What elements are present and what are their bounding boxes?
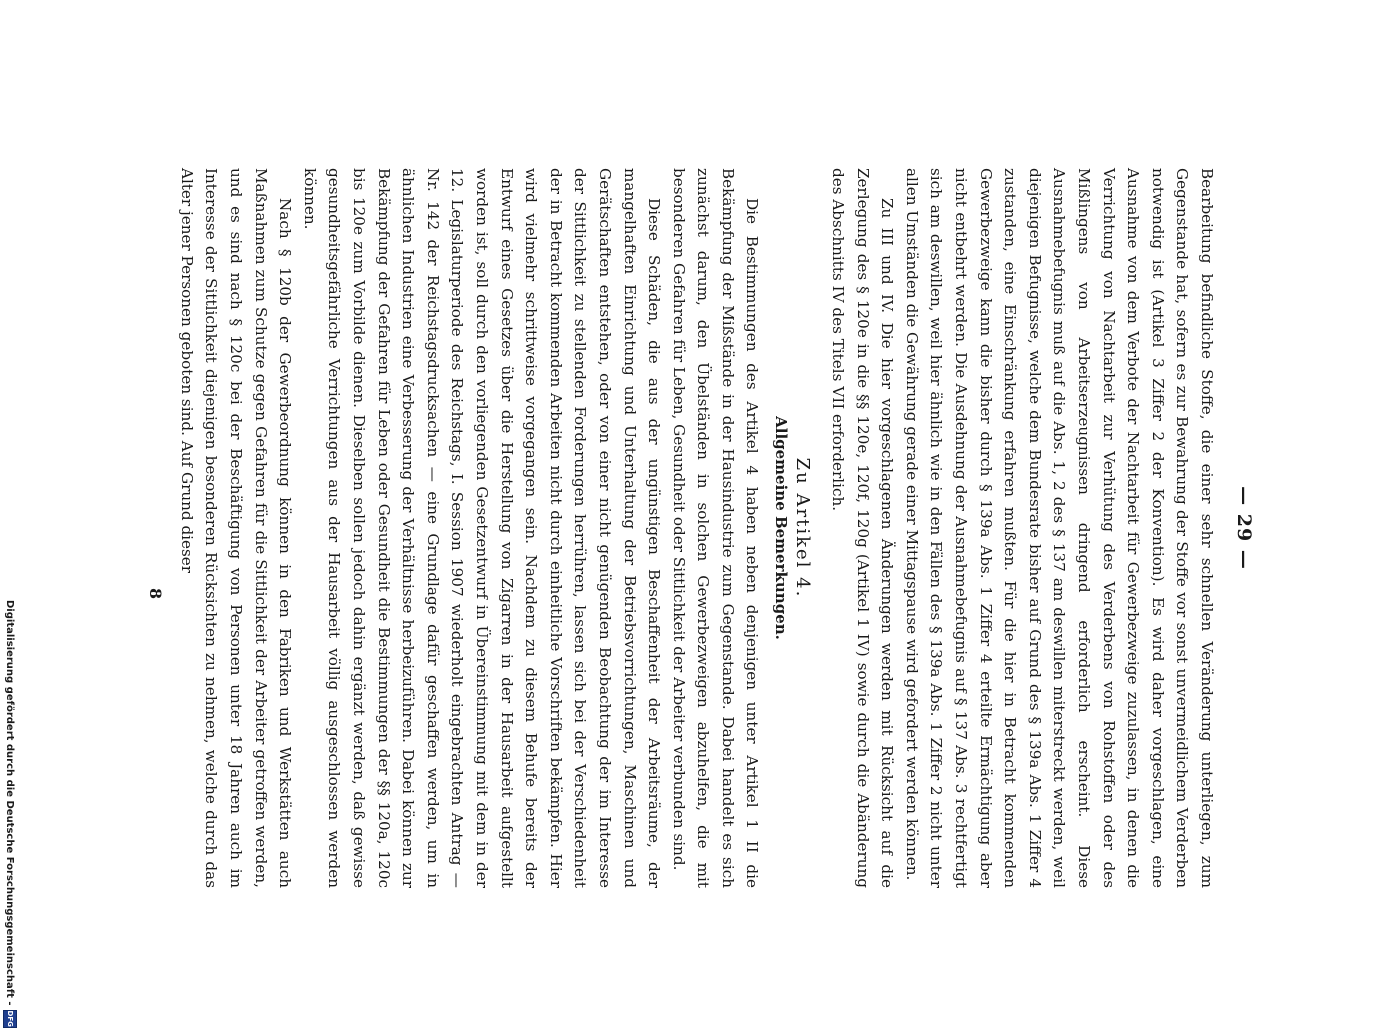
paragraph: Bearbeitung befindliche Stoffe, die einer sehr schnellen Veränderung unterliegen, zum Gegenstande hat, sofern es zur Bewahrung der Stoffe vor sonst unvermeidlichem Verderben notwendig ist (Artikel 3 Ziffer 2 der Konvention). Es wird daher vorgeschlagen, eine Ausnahme von dem Verbote der Nachtarbeit für Gewerbezweige zuzulassen, in denen die Verrichtung von Nachtarbeit zur Verhütung des Verderbens von Rohstoffen oder des Mißlingens von Arbeitserzeugnissen dringend erforderlich erscheint. Diese Ausnahmebefugnis muß auf die Abs. 1, 2 des § 137 am deswillen miterstreckt werden, weil diejenigen Befugnisse, welche dem Bundesrate bisher auf Grund des § 139a Abs. 1 Ziffer 4 zustanden, eine Einschränkung erfahren mußten. Für die hier in Betracht kommenden Gewerbezweige kann die bisher durch § 139a Abs. 1 Ziffer 4 erteilte Ermächtigung aber nicht entbehrt werden. Die Ausdehnung der Ausnahmebefugnis auf § 137 Abs. 3 rechtfertigt sich am deswillen, weil hier ähnlich wie in den Fällen des § 139a Abs. 1 Ziffer 2 nicht unter allen Umständen die Gewährung gerade einer Mittagspause wird gefordert werden können. [902, 168, 1216, 888]
document-page [145, 168, 1255, 888]
section-subtitle: Allgemeine Bemerkungen. [772, 416, 791, 640]
caption-text: Digitalisierung gefördert durch die Deutsche Forschungsgemeinschaft - [4, 600, 16, 1006]
paragraph: Nach § 120b der Gewerbeordnung können in den Fabriken und Werkstätten auch Maßnahmen zum Schutze gegen Gefahren für die Sittlichkeit der Arbeiter getroffen werden, und es sind nach § 120c bei der Beschäftigung von Personen unter 18 Jahren auch im Interesse der Sittlichkeit diejenigen besonderen Rücksichten zu nehmen, welche durch das Alter jener Personen geboten sind. Auf Grund dieser [177, 168, 295, 888]
paragraph: Zu III und IV. Die hier vorgeschlagenen Änderungen werden mit Rücksicht auf die Zerlegung des § 120e in die §§ 120e, 120f, 120g (Artikel 1 IV) sowie durch die Abänderung des Abschnitts IV des Titels VII erforderlich. [829, 168, 897, 888]
section-title: Zu Artikel 4. [792, 457, 814, 599]
dfg-logo-icon: DFG [3, 1010, 17, 1028]
paragraph: Diese Schäden, die aus der ungünstigen Beschaffenheit der Arbeitsräume, der mangelhaften Einrichtung und Unterhaltung der Betriebsvorrichtungen, Maschinen und Gerätschaften entstehen, oder von einer nicht genügenden Beobachtung der im Interesse der Sittlichkeit zu stellenden Forderungen herrühren, lassen sich bei der Verschiedenheit der in Betracht kommenden Arbeiten nicht durch einheitliche Vorschriften bekämpfen. Hier wird vielmehr schrittweise vorgegangen sein. Nachdem zu diesem Behufe bereits der Entwurf eines Gesetzes über die Herstellung von Zigarren in der Hausarbeit aufgestellt worden ist, soll durch den vorliegenden Gesetzentwurf in Übereinstimmung mit dem in der 12. Legislaturperiode des Reichstags, I. Session 1907 wiederholt eingebrachten Antrag — Nr. 142 der Reichstagsdrucksachen — eine Grundlage dafür geschaffen werden, um in ähnlichen Industrien eine Verbesserung der Verhältnisse herbeizuführen. Dabei können zur Bekämpfung der Gefahren für Leben oder Gesundheit die Bestimmungen der §§ 120a, 120c bis 120e zum Vorbilde dienen. Dieselben sollen jedoch dahin ergänzt werden, daß gewisse gesundheitsgefährliche Verrichtungen aus der Hausarbeit völlig ausgeschlossen werden können. [300, 168, 664, 888]
paragraph: Die Bestimmungen des Artikel 4 haben neben denjenigen unter Artikel 1 II die Bekämpfung der Mißstände in der Hausindustrie zum Gegenstande. Dabei handelt es sich zunächst darum, den Übelständen in solchen Gewerbezweigen abzuhelfen, die mit besonderen Gefahren für Leben, Gesundheit oder Sittlichkeit der Arbeiter verbunden sind. [669, 168, 762, 888]
digitization-caption [2, 600, 18, 1027]
page-header: — 29 — [1233, 486, 1255, 570]
sheet-number: 8 [146, 588, 165, 600]
